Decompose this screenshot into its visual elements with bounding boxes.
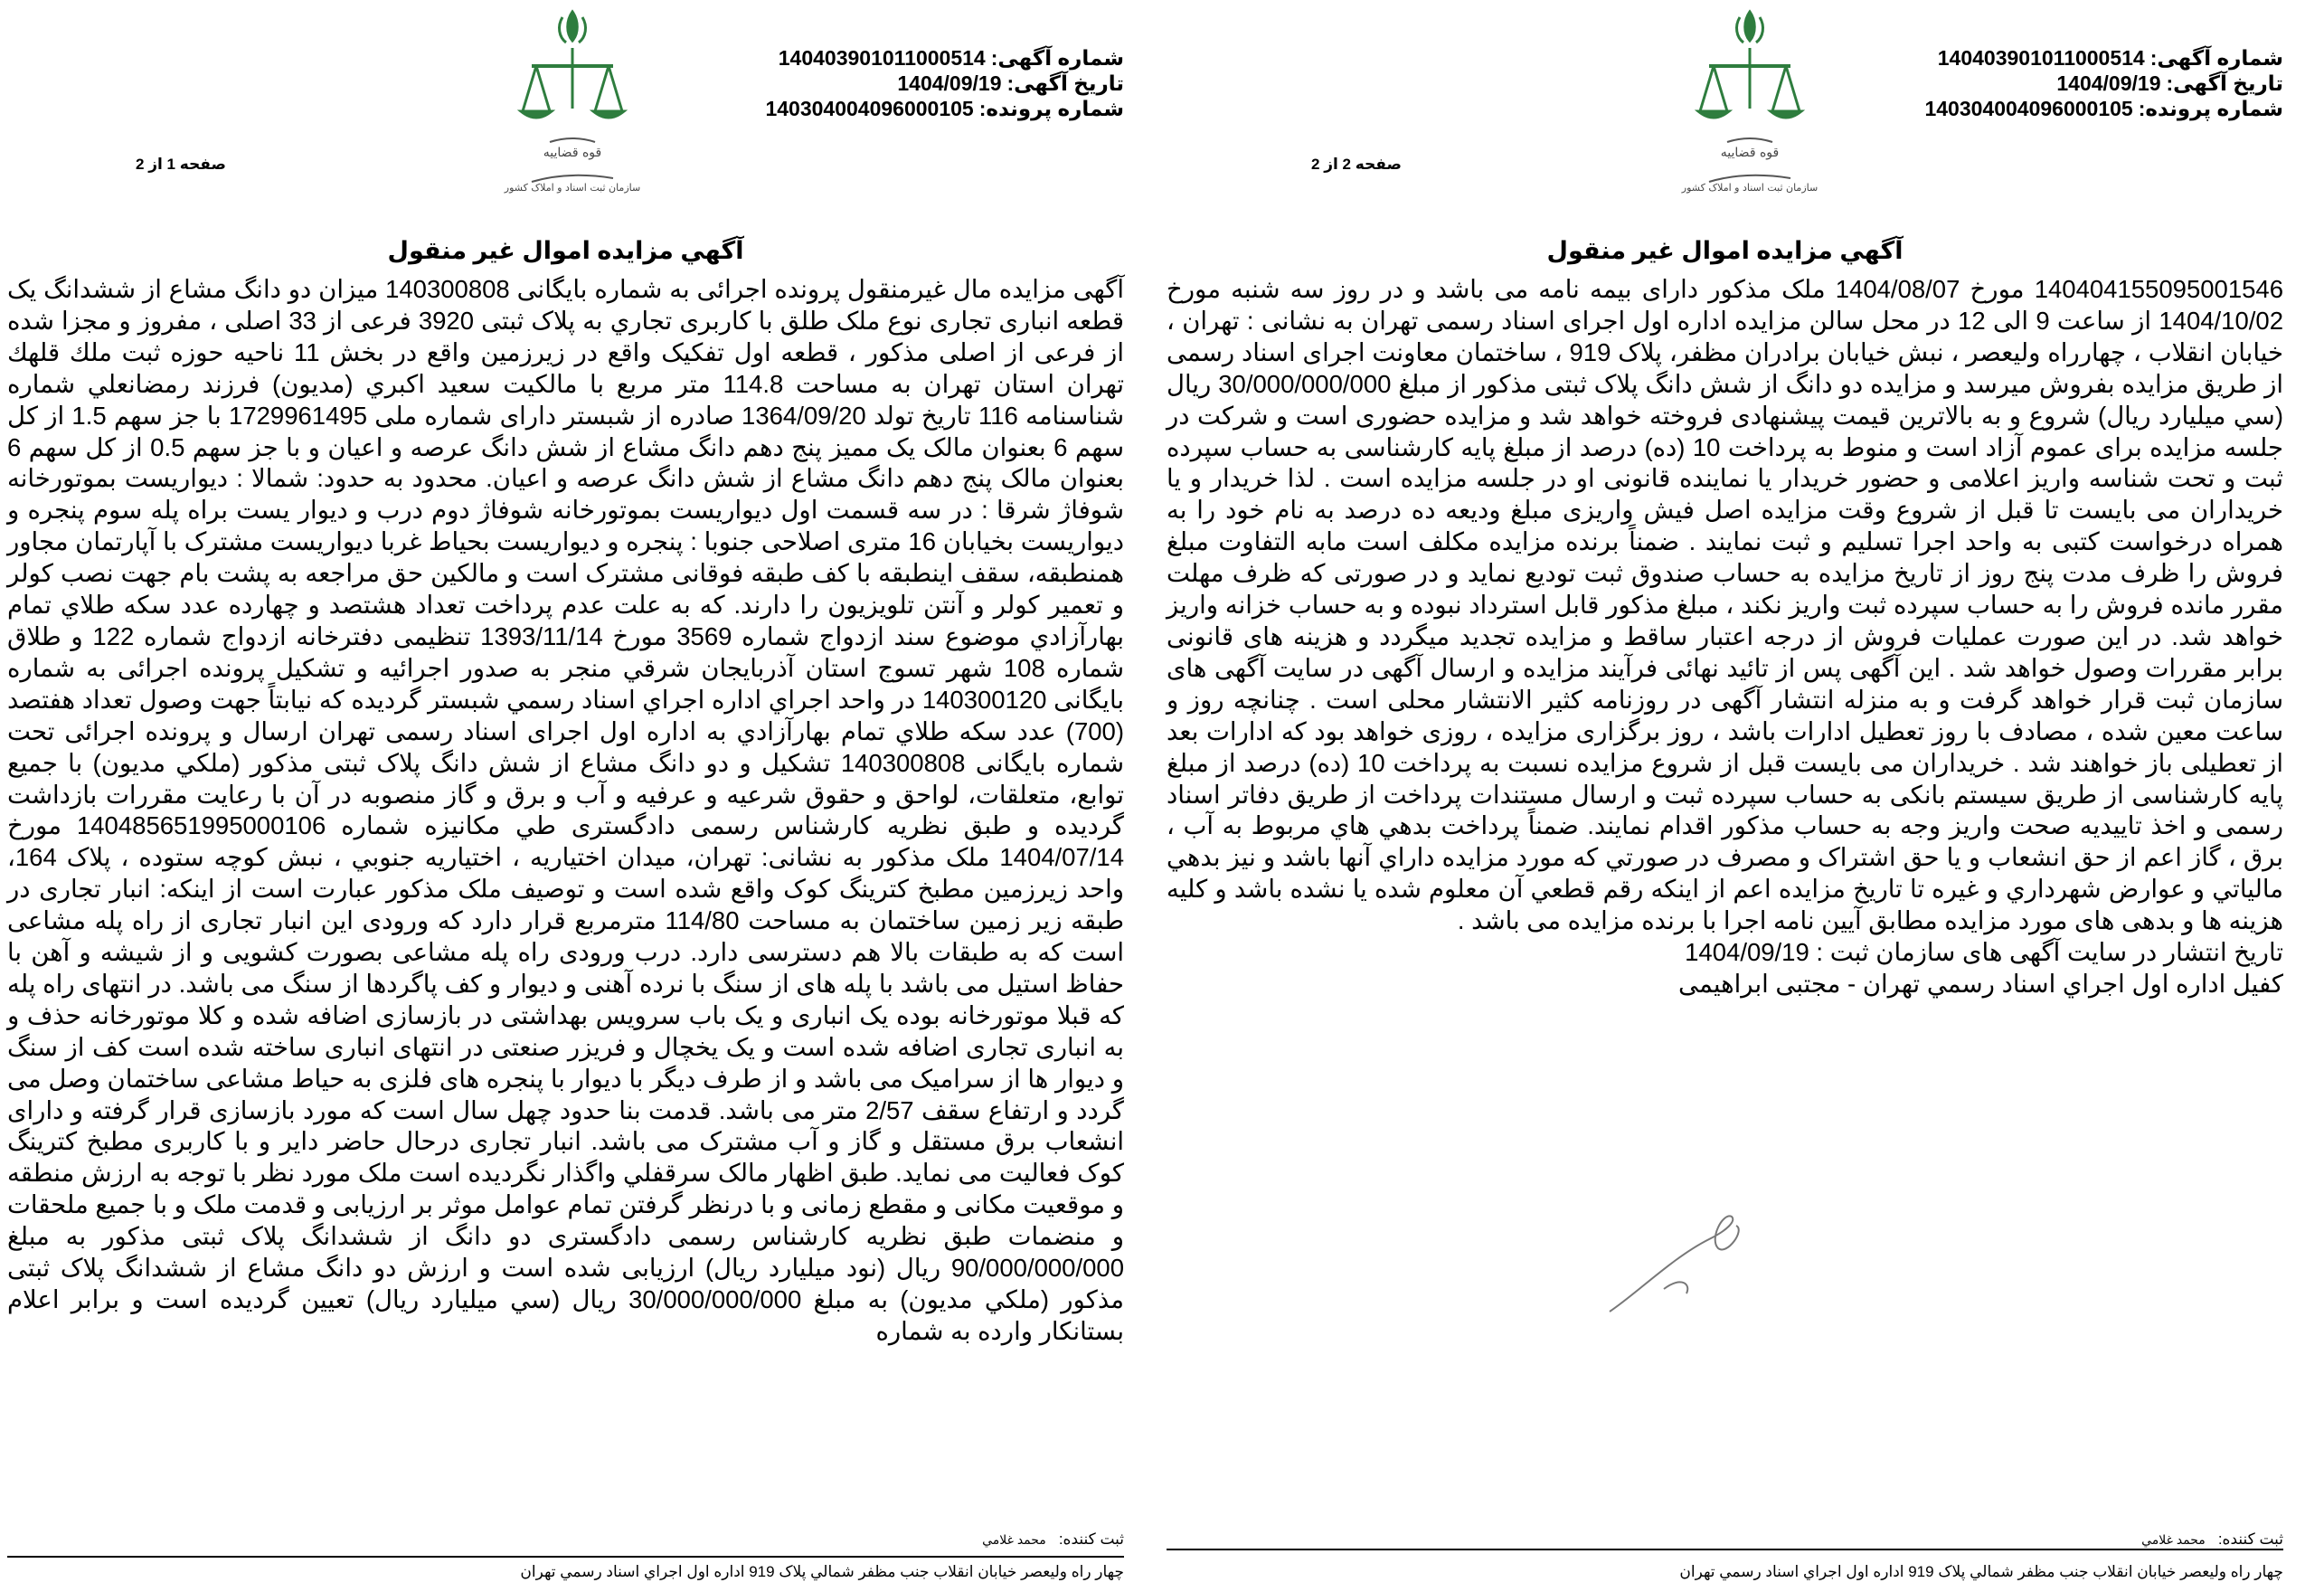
notice-page-1 [7,0,1124,1592]
notice-paragraph: 140404155095001546 مورخ 1404/08/07 ملک مذکور دارای بیمه نامه می باشد و در روز سه شنبه مورخ 1404/10/02 از ساعت 9 الی 12 در محل سالن مزایده اداره اول اجرای اسناد رسمی تهران به نشانی : تهران ، خیابان انقلاب ، چهارراه ولیعصر ، نبش خیابان برادران مظفر، پلاک 919 ، ساختمان معاونت اجرای اسناد رسمی از طریق مزایده بفروش میرسد و مزایده دو دانگ از شش دانگ پلاک ثبتی مذکور از مبلغ 30/000/000/000 ریال (سي ميليارد ريال) شروع و به بالاترین قیمت پیشنهادی فروخته خواهد شد و مزایده حضوری است و شرکت در جلسه مزایده برای عموم آزاد است و منوط به پرداخت 10 (ده) درصد از مبلغ پایه کارشناسی به حساب سپرده ثبت و تحت شناسه واریز اعلامی و حضور خریدار یا نماینده قانونی او در جلسه مزایده است . لذا خریدار و یا خریداران می بایست تا قبل از شروع وقت مزایده اصل فیش واریزی مبلغ ودیعه ده درصد به نام خود را به همراه درخواست کتبی به واحد اجرا تسلیم و ثبت نمایند . ضمناً برنده مزایده مکلف است مابه التفاوت مبلغ فروش را ظرف مدت پنج روز از تاریخ مزایده به حساب صندوق ثبت تودیع نماید و در صورتی که ظرف مهلت مقرر مانده فروش را به حساب سپرده ثبت واریز نکند ، مبلغ مذکور قابل استرداد نبوده و به حساب خزانه واریز خواهد شد. در این صورت عملیات فروش از درجه اعتبار ساقط و مزایده تجدید میگردد و هزینه های قانونی برابر مقررات وصول خواهد شد . این آگهی پس از تائید نهائی فرآیند مزایده و ارسال آگهی در سایت آگهی های سازمان ثبت قرار خواهد گرفت و به منزله انتشار آگهی در روزنامه کثیر الانتشار محلی است . چنانچه روز و ساعت معین شده ، مصادف با روز تعطیل ادارات باشد ، روز برگزاری مزایده ، روزی خواهد بود که ادارات بعد از تعطیلی باز خواهند شد . خریداران می بایست قبل از شروع مزایده نسبت به پرداخت 10 (ده) درصد از مبلغ پایه کارشناسی از طریق سیستم بانکی به حساب سپرده ثبت و ارسال مستندات پرداخت از طریق دفاتر اسناد رسمی و اخذ تاییدیه صحت واریز وجه به حساب مذکور اقدام نمایند. ضمناً پرداخت بدهي هاي مربوط به آب ، برق ، گاز اعم از حق انشعاب و يا حق اشتراک و مصرف در صورتي كه مورد مزايده داراي آنها باشد و نيز بدهي مالياتي و عوارض شهرداري و غيره تا تاريخ مزايده اعم از اينكه رقم قطعي آن معلوم شده يا نشده باشد و کلیه هزینه ها و بدهی های مورد مزایده مطابق آیین نامه اجرا با برنده مزایده می باشد . [1167,275,2284,935]
ad-number-label: شماره آگهی: [2149,46,2283,70]
notice-body [1167,274,2283,1000]
signatory: کفیل اداره اول اجراي اسناد رسمي تهران - مجتبی ابراهیمی [1678,969,2283,998]
recorder-name: محمد غلامي [2141,1532,2206,1547]
recorder-label: ثبت کننده: [2217,1530,2283,1548]
file-number-label: شماره پرونده: [2138,97,2283,120]
footer-divider [1167,1549,2283,1550]
recorder-label: ثبت کننده: [1058,1530,1124,1548]
recorder-name: محمد غلامي [982,1532,1046,1547]
file-number: 140304004096000105 [1924,97,2133,120]
page-number: صفحه 2 از 2 [1311,156,1402,173]
notice-paragraph: آگهی مزایده مال غیرمنقول پرونده اجرائی به شماره بایگانی 140300808 میزان دو دانگ مشاع از ششدانگ یک قطعه انباری تجاری نوع ملک طلق با کاربری تجاري به پلاک ثبتی 3920 فرعی از 33 اصلی ، مفروز و مجزا شده از فرعی از اصلی مذکور ، قطعه اول تفکیک واقع در زیرزمین واقع در بخش 11 ناحیه حوزه ثبت ملك قلهك تهران استان تهران به مساحت 114.8 متر مربع با مالکیت سعيد اكبري (مدیون) فرزند رمضانعلي شماره شناسنامه 116 تاریخ تولد 1364/09/20 صادره از شبستر دارای شماره ملی 1729961495 با جز سهم 1.5 از کل سهم 6 بعنوان مالک یک ممیز پنج دهم دانگ مشاع از شش دانگ عرصه و اعیان و با جز سهم 0.5 از کل سهم 6 بعنوان مالک پنج دهم دانگ مشاع از شش دانگ عرصه و اعیان. محدود به حدود: شمالا : دیواریست بموتورخانه شوفاژ شرقا : در سه قسمت اول دیواریست بموتورخانه شوفاژ دوم درب و دیوار یست براه پله سوم پنجره و دیواریست بخیابان 16 متری اصلاحی جنوبا : پنجره و دیواریست بحیاط غربا دیواریست مشترک با آپارتمان مجاور همنطبقه، سقف اینطبقه با کف طبقه فوقانی مشترک است و مالکین حق مراجعه به پشت بام جهت نصب کولر و تعمیر کولر و آنتن تلویزیون را دارند. که به علت عدم پرداخت تعداد هشتصد و چهارده عدد سكه طلاي تمام بهارآزادي موضوع سند ازدواج شماره 3569 مورخ 1393/11/14 تنظیمی دفترخانه ازدواج شماره 122 و طلاق شماره 108 شهر تسوج استان آذربایجان شرقي منجر به صدور اجرائیه و تشکیل پرونده اجرائی به شماره بایگانی 140300120 در واحد اجراي اداره اجراي اسناد رسمي شبستر گردیده که نیابتاً جهت وصول تعداد هفتصد (700) عدد سكه طلاي تمام بهارآزادي به اداره اول اجرای اسناد رسمی تهران ارسال و پرونده اجرائی تحت شماره بایگانی 140300808 تشکیل و دو دانگ مشاع از شش دانگ پلاک ثبتی مذکور (ملكي مديون) با جميع توابع، متعلقات، لواحق و حقوق شرعيه و عرفيه و آب و برق و گاز منصوبه در آن با رعايت مقررات بازداشت گرديده و طبق نظريه کارشناس رسمی دادگستری طي مكانيزه شماره 140485651995000106 مورخ 1404/07/14 ملک مذکور به نشانی: تهران، میدان اختیاریه ، اختیاریه جنوبي ، نبش کوچه ستوده ، پلاک 164، واحد زیرزمین مطبخ کترینگ کوک واقع شده است و توصيف ملک مذکور عبارت است از اینکه: انبار تجاری در طبقه زیر زمین ساختمان به مساحت 114/80 مترمربع قرار دارد که ورودی این انبار تجاری از راه پله مشاعی است که به طبقات بالا هم دسترسی دارد. درب ورودی راه پله مشاعی بصورت کشویی و از شیشه و آهن با حفاظ استیل می باشد با پله های از سنگ با نرده آهنی و دیوار و کف پاگردها از سنگ می باشد. در انتهای راه پله که قبلا موتورخانه بوده یک انباری و یک باب سرویس بهداشتی در بازسازی اضافه شده و کلا موتورخانه حذف و به انباری تجاری اضافه شده است و یک یخچال و فریزر صنعتی در انتهای انباری ساخته شده است کف از سنگ و دیوار ها از سرامیک می باشد و از طرف دیگر با دیوار با پنجره های فلزی به حیاط مشاعی ساختمان وصل می گردد و ارتفاع سقف 2/57 متر می باشد. قدمت بنا حدود چهل سال است که مورد بازسازی قرار گرفته و دارای انشعاب برق مستقل و گاز و آب مشترک می باشد. انبار تجاری درحال حاضر دایر و با کاربری مطبخ کترینگ کوک فعالیت می نماید. طبق اظهار مالک سرقفلي واگذار نگرديده است ملک مورد نظر با توجه به ارزش منطقه و موقعیت مکانی و مقطع زمانی و با درنظر گرفتن تمام عوامل موثر بر ارزیابی و قدمت ملک و با جمیع ملحقات و منضمات طبق نظریه کارشناس رسمی دادگستری دو دانگ از ششدانگ پلاک ثبتی مذکور به مبلغ 90/000/000/000 ریال (نود ميليارد ريال) ارزیابی شده است و ارزش دو دانگ مشاع از ششدانگ پلاک ثبتی مذکور (ملكي مديون) به مبلغ 30/000/000/000 ریال (سي ميليارد ريال) تعیین گردیده است و برابر اعلام بستانکار وارده به شماره [7,275,1125,1345]
file-number-label: شماره پرونده: [978,97,1124,120]
footer-address: چهار راه وليعصر خيابان انقلاب جنب مظفر شمالي پلاک 919 اداره اول اجراي اسناد رسمي تهران [520,1563,1124,1580]
judiciary-emblem-logo [496,5,649,199]
page-number: صفحه 1 از 2 [136,156,226,173]
ad-number: 140403901011000514 [778,46,986,70]
recorder [982,1530,1124,1549]
file-number: 140304004096000105 [765,97,974,120]
notice-meta [1919,45,2283,121]
handwritten-signature [1601,1203,1781,1330]
publish-date-line: تاریخ انتشار در سایت آگهی های سازمان ثبت : 1404/09/19 [1685,938,2283,967]
notice-meta [760,45,1124,121]
notice-page-2 [1167,0,2283,1592]
notice-title: آگهي مزايده اموال غير منقول [1546,237,1904,264]
ad-date-label: تاریخ آگهی: [2166,71,2283,95]
ad-number: 140403901011000514 [1937,46,2145,70]
recorder [2141,1530,2283,1549]
footer-address: چهار راه وليعصر خيابان انقلاب جنب مظفر شمالي پلاک 919 اداره اول اجراي اسناد رسمي تهران [1679,1563,2283,1580]
notice-body [7,274,1124,1348]
judiciary-emblem-logo [1673,5,1827,199]
ad-number-label: شماره آگهی: [990,46,1124,70]
ad-date: 1404/09/19 [897,71,1002,95]
ad-date: 1404/09/19 [2056,71,2161,95]
notice-title: آگهي مزايده اموال غير منقول [387,237,744,264]
ad-date-label: تاریخ آگهی: [1006,71,1124,95]
footer-divider [7,1556,1124,1558]
